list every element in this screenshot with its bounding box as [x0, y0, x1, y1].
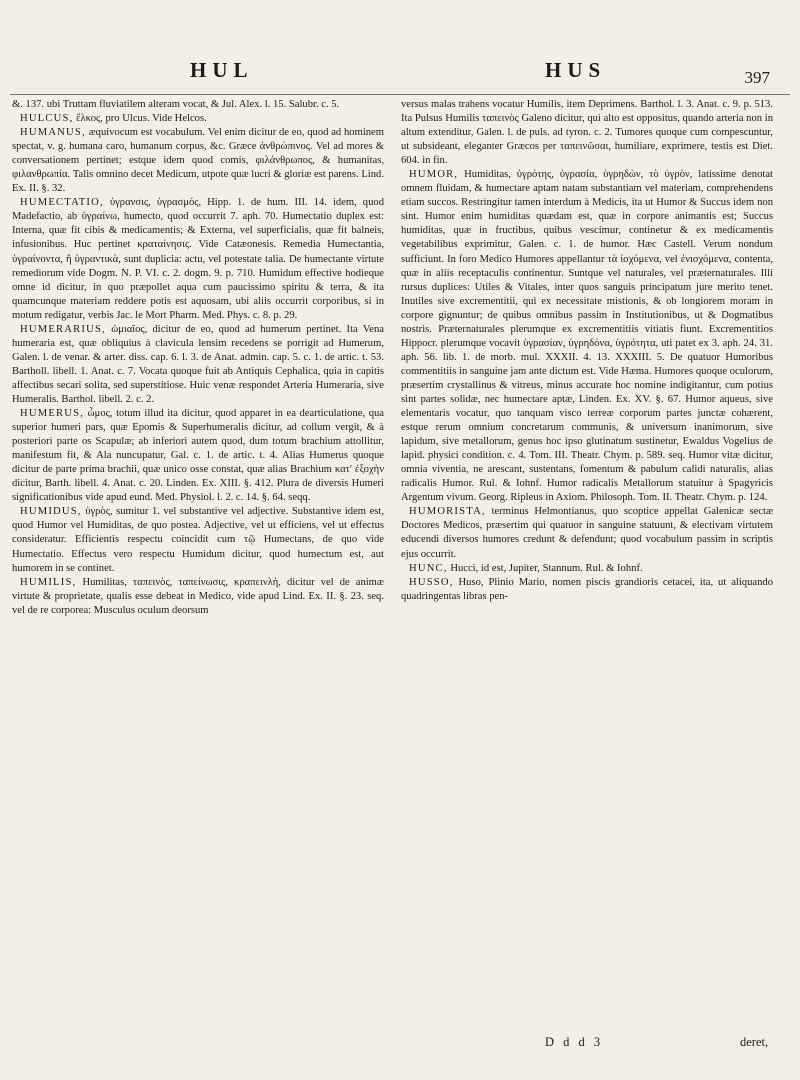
entry-text: ὑγρὸς, sumitur 1. vel substantive vel adjective. Substantive idem est, quod Humor vel Humiditas, de quo postea. Adjective, vel ut efficiens, vel ut effectus consideratur. Efficientis respectu coincidit cum τῷ Humectans, de quo vide Humectatio. Effectus vero respectu Humidum dicitur, quod humectum est, aut humorem in se continet. — [12, 506, 384, 574]
entry-headword: HUMOR, — [409, 169, 459, 181]
entry-text: Huso, Plinio Mario, nomen piscis grandioris cetacei, ita, ut aliquando quadringentas libras pen- — [401, 576, 773, 602]
entry — [12, 126, 384, 196]
entry — [12, 505, 384, 575]
entry-text: ὠμιαῖος, dicitur de eo, quod ad humerum pertinet. Ita Vena humeraria est, quæ obliquius à clavicula lensim recedens se porrigit ad Humerum, Galen. l. de venar. & arter. diss. cap. 6. l. 3. de Anat. admin. cap. 5. c. 1. de artic. t. 53. Bartholl. libell. 1. Anat. c. 7. Vocata quoque fuit ab Antiquis Cephalica, quia in capitis affectibus secari solita, sed superstitiose. Huic venæ respondet Arteria Humeraria, sive Humeralis. Barthol. libell. 2. c. 2. — [12, 323, 384, 405]
entry-text: Humilitas, ταπεινὸς, ταπείνωσις, κραπεινλὴ, dicitur vel de animæ virtute & proprietate, qualis esse debeat in Medico, vide apud Lind. Ex. II. §. 23. seq. vel de re corporea: Musculus oculum deorsum — [12, 576, 384, 616]
entry — [12, 98, 384, 112]
entry-text: Hucci, id est, Jupiter, Stannum. Rul. & Iohnf. — [450, 562, 643, 574]
entry — [12, 576, 384, 618]
header-rule — [10, 94, 790, 95]
left-column — [12, 98, 384, 618]
entry — [12, 196, 384, 322]
entry-headword: HUMIDUS, — [20, 506, 82, 518]
entry-text: &. 137. ubi Truttam fluviatilem alteram vocat, & Jul. Alex. l. 15. Salubr. c. 5. — [12, 99, 340, 110]
entry — [12, 407, 384, 505]
entry-text: ἕλκος, pro Ulcus. Vide Helcos. — [76, 113, 207, 125]
page-number: 397 — [744, 68, 770, 87]
catchword: deret, — [740, 1035, 769, 1049]
entry-headword: HUMILIS, — [20, 576, 77, 588]
entry-text: æquivocum est vocabulum. Vel enim dicitur de eo, quod ad hominem spectat, v. g. humana caro, humanum corpus, &c. Græce ἀνθρώπινος. Vel ad mores & conversationem pertinet; estque idem quod comis, φιλάνθρωπος, & humanitas, φιλανθρωπία. Talis omnino decet Medicum, utpote quæ lucri & gloriæ est parens. Lind. Ex. II. §. 32. — [12, 127, 384, 195]
signature-mark: D d d 3 — [545, 1035, 604, 1049]
entry — [401, 576, 773, 604]
entry-headword: HUMORISTA, — [409, 506, 486, 518]
right-column — [401, 98, 773, 604]
entry-text: terminus Helmontianus, quo scoptice appellat Galenicæ sectæ Doctores Medicos, præsertim qui quatuor in sanguine statuunt, & electivam virtutem educendi diversos humores credunt & defendunt; quod vocabulum passim in scriptis ejus occurrit. — [401, 506, 774, 560]
entry — [401, 505, 773, 561]
entry — [401, 562, 773, 576]
entry — [12, 323, 384, 407]
entry-text: versus malas trahens vocatur Humilis, item Deprimens. Barthol. l. 3. Anat. c. 9. p. 513. Ita Pulsus Humilis ταπεινὸς Galeno dicitur, qui alto est oppositus, quando arteria non in altum extenditur, Galen. l. de puls. ad tyron. c. 2. Tumores quoque cum compescuntur, ut subsideant, eleganter Græcos per ταπεινῶσαι, humiliare, exprimere, testis est Diet. 604. in fin. — [401, 99, 773, 167]
entry-headword: HUSSO, — [409, 576, 454, 588]
running-head-right: HUS — [545, 58, 607, 82]
entry-headword: HUMECTATIO, — [20, 197, 104, 209]
entry-text: ὦμος, totum illud ita dicitur, quod apparet in ea dearticulatione, qua superior humeri pars, quæ Epomis & Superhumeralis dicitur, ad collum vergit, & à posteriori parte os Scapulæ; ab inferiori autem quod, dum totum brachium attollitur, manifestum fit, & Ala nuncupatur, Gal. c. 1. de artic. t. 4. Alias Humerus quoque dicitur de parte prima brachii, quæ unico osse constat, quæ alias Brachium κατ' ἐξοχὴν dicitur, Barth. libell. 4. Anat. c. 20. Linden. Ex. XIII. §. 412. Plura de diversis Humeri significationibus vide apud eund. Med. Physiol. l. 2. c. 14. §. 64. seqq. — [12, 408, 384, 504]
entry-text: ὑγρανσις, ὑγρασμός, Hipp. 1. de hum. III. 14. idem, quod Madefactio, ab ὑγραίνω, humecto, quod occurrit 7. aph. 70. Humectatio duplex est: Interna, quæ fit cibis & medicamentis; & Externa, vel superficialis, quæ fit balneis, infusionibus. Huc pertinet κραταίνησις. Vide Catæonesis. Remedia Humectantia, ὑγραίνοντα, ἢ ὑγραντικὰ, sunt duplicia: actu, vel potestate talia. De humectante virtute remediorum vide Dogm. N. P. VI. c. 2. dogm. 9. p. 710. Humidum effective hodieque omne id dicitur, in quo præpollet aqua cum paucissimo spiritu & terra, & ita quamcunque materiam reddere potis est aquosam, ubi aliis occurrit corporibus, si in motum redigatur, verbis Jac. le Mort Pharm. Med. Phys. c. 8. p. 29. — [12, 197, 384, 321]
entry — [12, 112, 384, 126]
entry-headword: HUMERUS, — [20, 408, 85, 420]
entry — [401, 168, 773, 505]
entry-headword: HULCUS, — [20, 113, 74, 125]
entry-headword: HUMANUS, — [20, 127, 86, 139]
running-head-left: HUL — [190, 58, 254, 82]
entry-headword: HUMERARIUS, — [20, 323, 106, 335]
entry-headword: HUNC, — [409, 562, 448, 574]
entry — [401, 98, 773, 168]
entry-text: Humiditas, ὑγρότης, ὑγρασία, ὑγρηδὼν, τὸ ὑγρὸν, latissime denotat omnem fluidam, & humectare aptam natam substantiam vel materiam, comprehendens etiam succos. Restringitur tamen interdum à Medicis, ita ut Humor & Succus idem non sint. Humor enim humiditas quædam est, quæ in corpore animantis est; Succus humiditas, quæ in fructibus, quibus vescimur, continetur & ex medicamentis vegetabilibus exprimitur, Galen. c. 1. de humor. Hæc Castell. Verum nondum sufficiunt. In foro Medico Humores appellantur τὰ ἰσχόμενα, vel ἐνισχόμενα, contenta, quæ in aliis receptaculis continentur. Suntque vel naturales, vel præternaturales. Illi rursus duplices: Utiles & Vitales, inter quos sanguis principatum jure merito tenet. Inutiles sive excrementitii, qui ex necessitate mistionis, & ob longiorem moram in corpore gignuntur; de quibus omnibus passim in Institutionibus, ut & Dogmatibus nostris. Præternaturales plerumque ex excrementitiis vitiatis fiunt. Excrementitios Hippocr. plerumque vocavit ὑγρασίαν, ὑγρηδόνα, ὑγρότητα, uti patet ex 3. aph. 24. 31. aph. 56. lib. 1. de morb. mul. XXXII. 4. 13. XXXIII. 5. De quatuor Humoribus commentitiis in sanguine jam ante dictum est. Vide Hæma. Humores quoque oculorum, præsertim crystallinus & vitreus, minus accurate hoc nomine indigitantur, cum potius sint partes solidæ, nec humectare aptæ, Linden. Ex. XV. §. 67. Humor aqueus, sive elementaris vocatur, quo tanquam visco terreæ corporum partes junctæ cohærent, estque rerum omnium concretarum communis, & universum inanimorum, sive lapidum, sive metallorum, genus hoc ipso glutinatum sustinetur, Ewaldus Vogelius de lapid. physici condition. c. 4. Tom. III. Theatr. Chym. p. 589. seq. Humor vitæ dicitur, omnia viventia, ne arescant, sustentans, fomentum & pabulum calidi naturalis, alias radicalis Humor. Rul. & Iohnf. Humor radicalis Metallorum statuitur à Spagyricis Argentum vivum. Georg. Ripleus in Axiom. Philosoph. Tom. II. Theatr. Chym. p. 124. — [401, 169, 773, 504]
